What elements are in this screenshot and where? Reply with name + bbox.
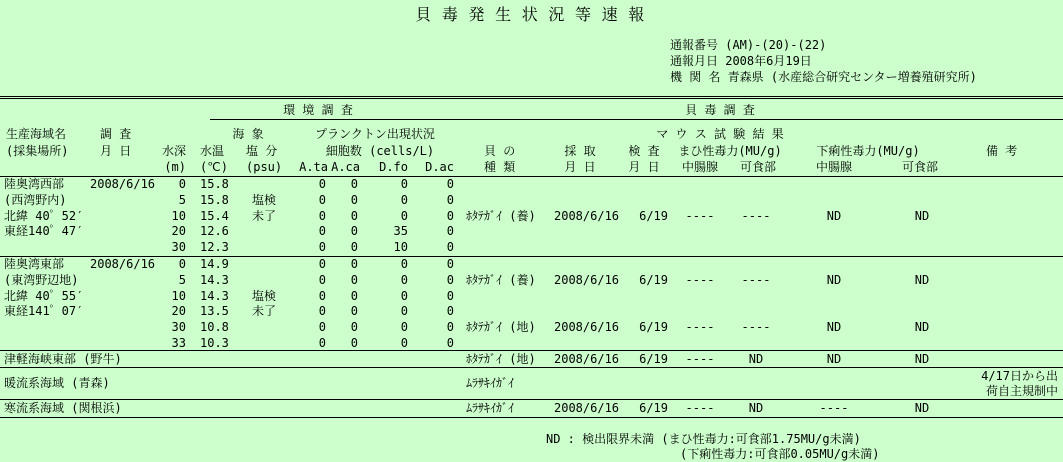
warm-area: 暖流系海域 (青森): [4, 376, 110, 390]
col-shell-sub: 種 類: [484, 160, 516, 174]
cell-temp: 13.5: [200, 304, 229, 319]
page-title: 貝 毒 発 生 状 況 等 速 報: [415, 5, 645, 24]
cell-depth: 0: [178, 257, 186, 271]
cell-area: (西湾野内): [4, 192, 67, 207]
cell-ins: 6/19: [639, 208, 668, 223]
col-sea: 海 象: [232, 127, 264, 141]
cell-pg: ----: [685, 320, 715, 335]
cold-inspect: 6/19: [639, 401, 668, 415]
group-divider-3: [0, 367, 1063, 368]
cell-dfo: 35: [393, 224, 408, 239]
tsugaru-dsp-gland: ND: [826, 352, 842, 366]
cell-dac: 0: [446, 336, 454, 350]
cell-depth: 20: [171, 224, 186, 239]
cell-ata: 0: [318, 240, 326, 255]
cell-date: 2008/6/16: [90, 177, 156, 191]
col-inspect-sub: 月 日: [628, 160, 660, 174]
cell-ins: 6/19: [639, 272, 668, 287]
env-survey-header: 環 境 調 査: [283, 103, 353, 117]
cell-depth: 30: [171, 240, 186, 255]
cold-collect: 2008/6/16: [554, 401, 620, 415]
cell-dfo: 0: [400, 304, 408, 319]
cell-col: 2008/6/16: [554, 208, 620, 223]
group-divider-2: [0, 350, 1063, 351]
cell-dfo: 0: [400, 257, 408, 271]
cell-dac: 0: [446, 240, 454, 255]
group-divider-1: [0, 256, 1063, 257]
col-inspect: 検 査: [628, 144, 660, 158]
col-wtemp-unit: (℃): [200, 160, 228, 174]
cell-temp: 15.4: [200, 208, 229, 223]
cell-dfo: 0: [400, 272, 408, 287]
cell-dg: ND: [826, 272, 842, 287]
col-sal-unit: (psu): [246, 160, 283, 174]
cell-shell: ﾎﾀﾃｶﾞｲ (養): [466, 208, 536, 223]
tsugaru-psp-gland: ----: [685, 352, 715, 366]
cell-aca: 0: [350, 177, 358, 191]
cell-depth: 5: [178, 192, 186, 207]
cell-area: 陸奥湾東部: [4, 257, 65, 271]
cell-aca: 0: [350, 272, 358, 287]
cell-area: 北緯 40゜52′: [4, 208, 84, 223]
col-sal: 塩 分: [246, 144, 278, 158]
cell-aca: 0: [350, 336, 358, 350]
col-cells: 細胞数 (cells/L): [325, 144, 435, 158]
col-survey-sub: 月 日: [100, 144, 132, 158]
cell-depth: 0: [178, 177, 186, 191]
warm-remark-1: 4/17日から出: [981, 369, 1058, 383]
col-depth: 水深: [161, 144, 186, 158]
col-depth-unit: (m): [164, 160, 186, 174]
cell-dfo: 0: [400, 192, 408, 207]
report-agency: 機 関 名 青森県 (水産総合研究センター増養殖研究所): [670, 70, 977, 84]
cell-dac: 0: [446, 272, 454, 287]
cell-ata: 0: [318, 320, 326, 335]
cold-dsp-edible: ND: [914, 401, 930, 415]
header-bottom-rule: [0, 176, 1063, 177]
cell-temp: 15.8: [200, 177, 229, 191]
cell-dfo: 0: [400, 288, 408, 303]
col-survey: 調 査: [100, 127, 132, 141]
cell-temp: 14.9: [200, 257, 229, 271]
cell-depth: 10: [171, 208, 186, 223]
cell-dac: 0: [446, 304, 454, 319]
cell-pe: ----: [741, 208, 771, 223]
cell-temp: 10.3: [200, 336, 229, 350]
cell-area: 北緯 40゜55′: [4, 288, 84, 303]
cell-dac: 0: [446, 177, 454, 191]
cell-aca: 0: [350, 257, 358, 271]
cell-col: 2008/6/16: [554, 272, 620, 287]
col-psp-edible: 可食部: [739, 160, 777, 174]
col-collect-sub: 月 日: [564, 160, 596, 174]
cell-temp: 10.8: [200, 320, 229, 335]
col-sp-dfo: D.fo: [379, 160, 408, 174]
cell-shell: ﾎﾀﾃｶﾞｲ (養): [466, 272, 536, 287]
cold-shell: ﾑﾗｻｷｲｶﾞｲ: [466, 401, 515, 415]
cell-aca: 0: [350, 240, 358, 255]
cell-aca: 0: [350, 288, 358, 303]
tsugaru-inspect: 6/19: [639, 352, 668, 366]
footnote-line-2: (下痢性毒力:可食部0.05MU/g未満): [680, 447, 880, 461]
cell-ata: 0: [318, 336, 326, 350]
tsugaru-shell: ﾎﾀﾃｶﾞｲ (地): [466, 352, 536, 366]
cell-ata: 0: [318, 257, 326, 271]
cell-de: ND: [914, 272, 930, 287]
cell-sal: 未了: [252, 208, 277, 223]
col-mouse: マ ウ ス 試 験 結 果: [656, 127, 784, 141]
tsugaru-collect: 2008/6/16: [554, 352, 620, 366]
cell-dfo: 0: [400, 177, 408, 191]
cell-ata: 0: [318, 304, 326, 319]
tsugaru-dsp-edible: ND: [914, 352, 930, 366]
cell-temp: 15.8: [200, 192, 229, 207]
col-sp-dac: D.ac: [425, 160, 454, 174]
cell-dg: ND: [826, 208, 842, 223]
cell-pg: ----: [685, 272, 715, 287]
col-sp-aca: A.ca: [331, 160, 360, 174]
cell-temp: 14.3: [200, 272, 229, 287]
col-area: 生産海域名: [6, 127, 67, 141]
cell-area: 陸奥湾西部: [4, 177, 65, 191]
cell-aca: 0: [350, 304, 358, 319]
table-bottom-rule: [0, 417, 1063, 418]
cell-area: 東経141゜07′: [4, 304, 84, 319]
cell-depth: 30: [171, 320, 186, 335]
col-psp-gland: 中腸腺: [681, 160, 719, 174]
tsugaru-psp-edible: ND: [748, 352, 764, 366]
cell-dfo: 0: [400, 208, 408, 223]
col-plankton: プランクトン出現状況: [315, 127, 435, 141]
warm-remark-2: 荷自主規制中: [985, 384, 1058, 398]
col-dsp-gland: 中腸腺: [815, 160, 853, 174]
cell-dg: ND: [826, 320, 842, 335]
cell-ata: 0: [318, 208, 326, 223]
cell-temp: 12.6: [200, 224, 229, 239]
cell-sal: 塩検: [252, 288, 277, 303]
cell-area: (東湾野辺地): [4, 272, 79, 287]
cell-depth: 5: [178, 272, 186, 287]
cell-date: 2008/6/16: [90, 257, 156, 271]
cell-ins: 6/19: [639, 320, 668, 335]
cell-dfo: 10: [393, 240, 408, 255]
col-remarks: 備 考: [986, 144, 1018, 158]
cell-de: ND: [914, 208, 930, 223]
toxin-survey-header: 貝 毒 調 査: [685, 103, 755, 117]
cell-dac: 0: [446, 192, 454, 207]
col-shell: 貝 の: [484, 144, 516, 158]
group-divider-4: [0, 399, 1063, 400]
cell-depth: 20: [171, 304, 186, 319]
cell-sal: 塩検: [252, 192, 277, 207]
cell-dac: 0: [446, 224, 454, 239]
col-psp: まひ性毒力(MU/g): [678, 144, 782, 158]
cell-dfo: 0: [400, 336, 408, 350]
report-number: 通報番号 (AM)-(20)-(22): [670, 38, 827, 52]
col-dsp: 下痢性毒力(MU/g): [816, 144, 920, 158]
cell-de: ND: [914, 320, 930, 335]
col-wtemp: 水温: [200, 144, 225, 158]
cell-dfo: 0: [400, 320, 408, 335]
cell-shell: ﾎﾀﾃｶﾞｲ (地): [466, 320, 536, 335]
cell-depth: 10: [171, 288, 186, 303]
cell-dac: 0: [446, 208, 454, 223]
report-date: 通報月日 2008年6月19日: [670, 54, 812, 68]
cell-ata: 0: [318, 192, 326, 207]
cell-area: 東経140゜47′: [4, 224, 84, 239]
cell-pg: ----: [685, 208, 715, 223]
cell-depth: 33: [171, 336, 186, 350]
col-collect: 採 取: [564, 144, 596, 158]
warm-shell: ﾑﾗｻｷｲｶﾞｲ: [466, 376, 515, 390]
cell-aca: 0: [350, 208, 358, 223]
cell-ata: 0: [318, 224, 326, 239]
cell-col: 2008/6/16: [554, 320, 620, 335]
col-dsp-edible: 可食部: [901, 160, 939, 174]
env-header-rule: [210, 119, 460, 120]
cell-dac: 0: [446, 320, 454, 335]
cell-temp: 14.3: [200, 288, 229, 303]
footnote-line-1: ND : 検出限界未満 (まひ性毒力:可食部1.75MU/g未満): [546, 432, 861, 446]
col-sp-ata: A.ta: [299, 160, 328, 174]
cell-pe: ----: [741, 320, 771, 335]
col-area-sub: (採集場所): [6, 144, 69, 158]
cell-aca: 0: [350, 224, 358, 239]
cold-area: 寒流系海域 (関根浜): [4, 401, 122, 415]
cell-aca: 0: [350, 320, 358, 335]
cell-pe: ----: [741, 272, 771, 287]
cell-dac: 0: [446, 288, 454, 303]
cold-psp-gland: ----: [685, 401, 715, 415]
table-top-rule: [0, 96, 1063, 99]
cell-ata: 0: [318, 288, 326, 303]
cold-psp-edible: ND: [748, 401, 764, 415]
cell-ata: 0: [318, 272, 326, 287]
cell-sal: 未了: [252, 304, 277, 319]
toxin-header-rule: [460, 119, 1063, 120]
cold-dsp-gland: ----: [819, 401, 849, 415]
tsugaru-area: 津軽海峡東部 (野牛): [4, 352, 122, 366]
cell-temp: 12.3: [200, 240, 229, 255]
cell-aca: 0: [350, 192, 358, 207]
cell-ata: 0: [318, 177, 326, 191]
cell-dac: 0: [446, 257, 454, 271]
